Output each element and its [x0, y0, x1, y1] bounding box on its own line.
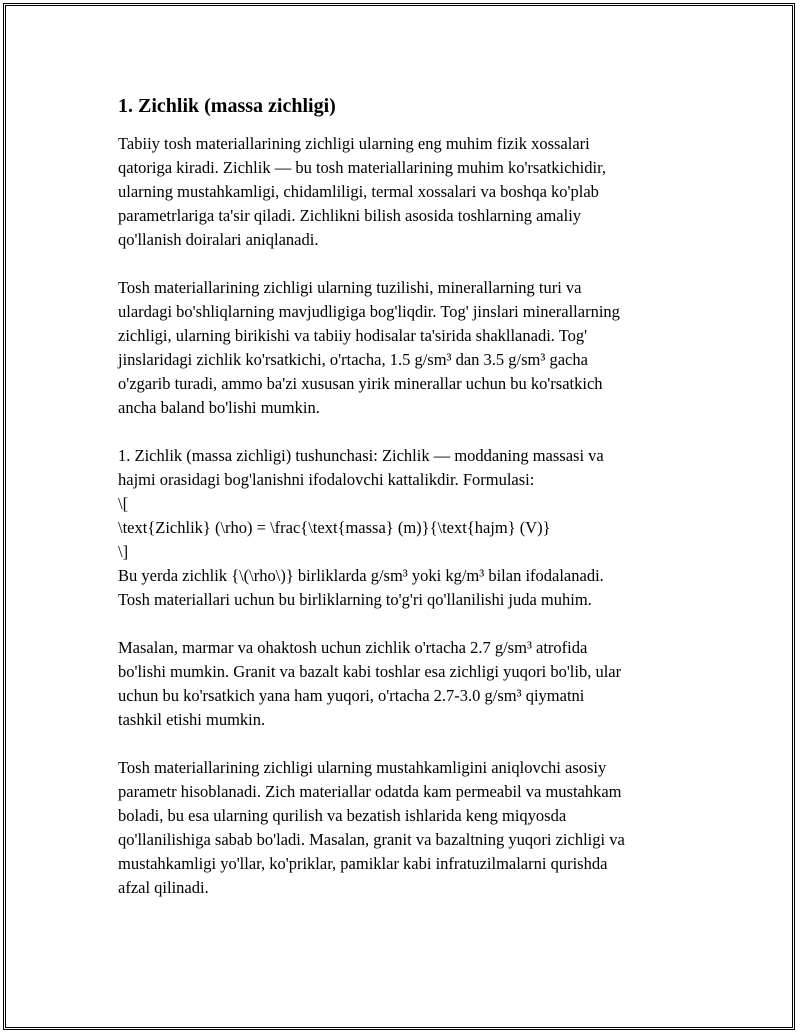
text-line: parametr hisoblanadi. Zich materiallar odatda kam permeabil va mustahkam [118, 782, 622, 801]
text-line: hajmi orasidagi bog'lanishni ifodalovchi kattalikdir. Formulasi: [118, 470, 535, 489]
formula-close: \] [118, 542, 129, 561]
text-line: Tosh materiallarining zichligi ularning mustahkamligini aniqlovchi asosiy [118, 758, 607, 777]
text-line: o'zgarib turadi, ammo ba'zi xususan yirik minerallar uchun bu ko'rsatkich [118, 374, 603, 393]
text-line: Tosh materiallari uchun bu birliklarning to'g'ri qo'llanilishi juda muhim. [118, 590, 592, 609]
text-line: Tosh materiallarining zichligi ularning tuzilishi, minerallarning turi va [118, 278, 582, 297]
text-line: Tabiiy tosh materiallarining zichligi ularning eng muhim fizik xossalari [118, 134, 590, 153]
text-line: zichligi, ularning birikishi va tabiiy hodisalar ta'sirida shakllanadi. Tog' [118, 326, 588, 345]
text-line: jinslaridagi zichlik ko'rsatkichi, o'rtacha, 1.5 g/sm³ dan 3.5 g/sm³ gacha [118, 350, 588, 369]
section-heading: 1. Zichlik (massa zichligi) [118, 95, 336, 117]
formula-body: \text{Zichlik} (\rho) = \frac{\text{massa} (m)}{\text{hajm} (V)} [118, 518, 551, 537]
text-line: parametrlariga ta'sir qiladi. Zichlikni bilish asosida toshlarning amaliy [118, 206, 582, 225]
paragraph-strength [118, 756, 698, 900]
text-line: ulardagi bo'shliqlarning mavjudligiga bog'liqdir. Tog' jinslari minerallarning [118, 302, 620, 321]
text-line: boladi, bu esa ularning qurilish va bezatish ishlarida keng miqyosda [118, 806, 567, 825]
text-line: qatoriga kiradi. Zichlik — bu tosh materiallarining muhim ko'rsatkichidir, [118, 158, 607, 177]
text-line: 1. Zichlik (massa zichligi) tushunchasi: Zichlik — moddaning massasi va [118, 446, 604, 465]
text-line: afzal qilinadi. [118, 878, 209, 897]
formula-open: \[ [118, 494, 129, 513]
text-line: uchun bu ko'rsatkich yana ham yuqori, o'rtacha 2.7-3.0 g/sm³ qiymatni [118, 686, 585, 705]
text-line: qo'llanilishiga sabab bo'ladi. Masalan, granit va bazaltning yuqori zichligi va [118, 830, 625, 849]
paragraph-examples [118, 636, 698, 732]
text-line: Bu yerda zichlik {\(\rho\)} birliklarda g/sm³ yoki kg/m³ bilan ifodalanadi. [118, 566, 604, 585]
text-line: qo'llanish doiralari aniqlanadi. [118, 230, 319, 249]
text-line: ularning mustahkamligi, chidamliligi, termal xossalari va boshqa ko'plab [118, 182, 599, 201]
page-content [118, 94, 698, 924]
text-line: ancha baland bo'lishi mumkin. [118, 398, 320, 417]
text-line: Masalan, marmar va ohaktosh uchun zichlik o'rtacha 2.7 g/sm³ atrofida [118, 638, 588, 657]
paragraph-definition [118, 444, 698, 612]
text-line: tashkil etishi mumkin. [118, 710, 266, 729]
paragraph-structure [118, 276, 698, 420]
paragraph-intro [118, 132, 698, 252]
text-line: bo'lishi mumkin. Granit va bazalt kabi toshlar esa zichligi yuqori bo'lib, ular [118, 662, 622, 681]
text-line: mustahkamligi yo'llar, ko'priklar, pamiklar kabi infratuzilmalarni qurishda [118, 854, 608, 873]
